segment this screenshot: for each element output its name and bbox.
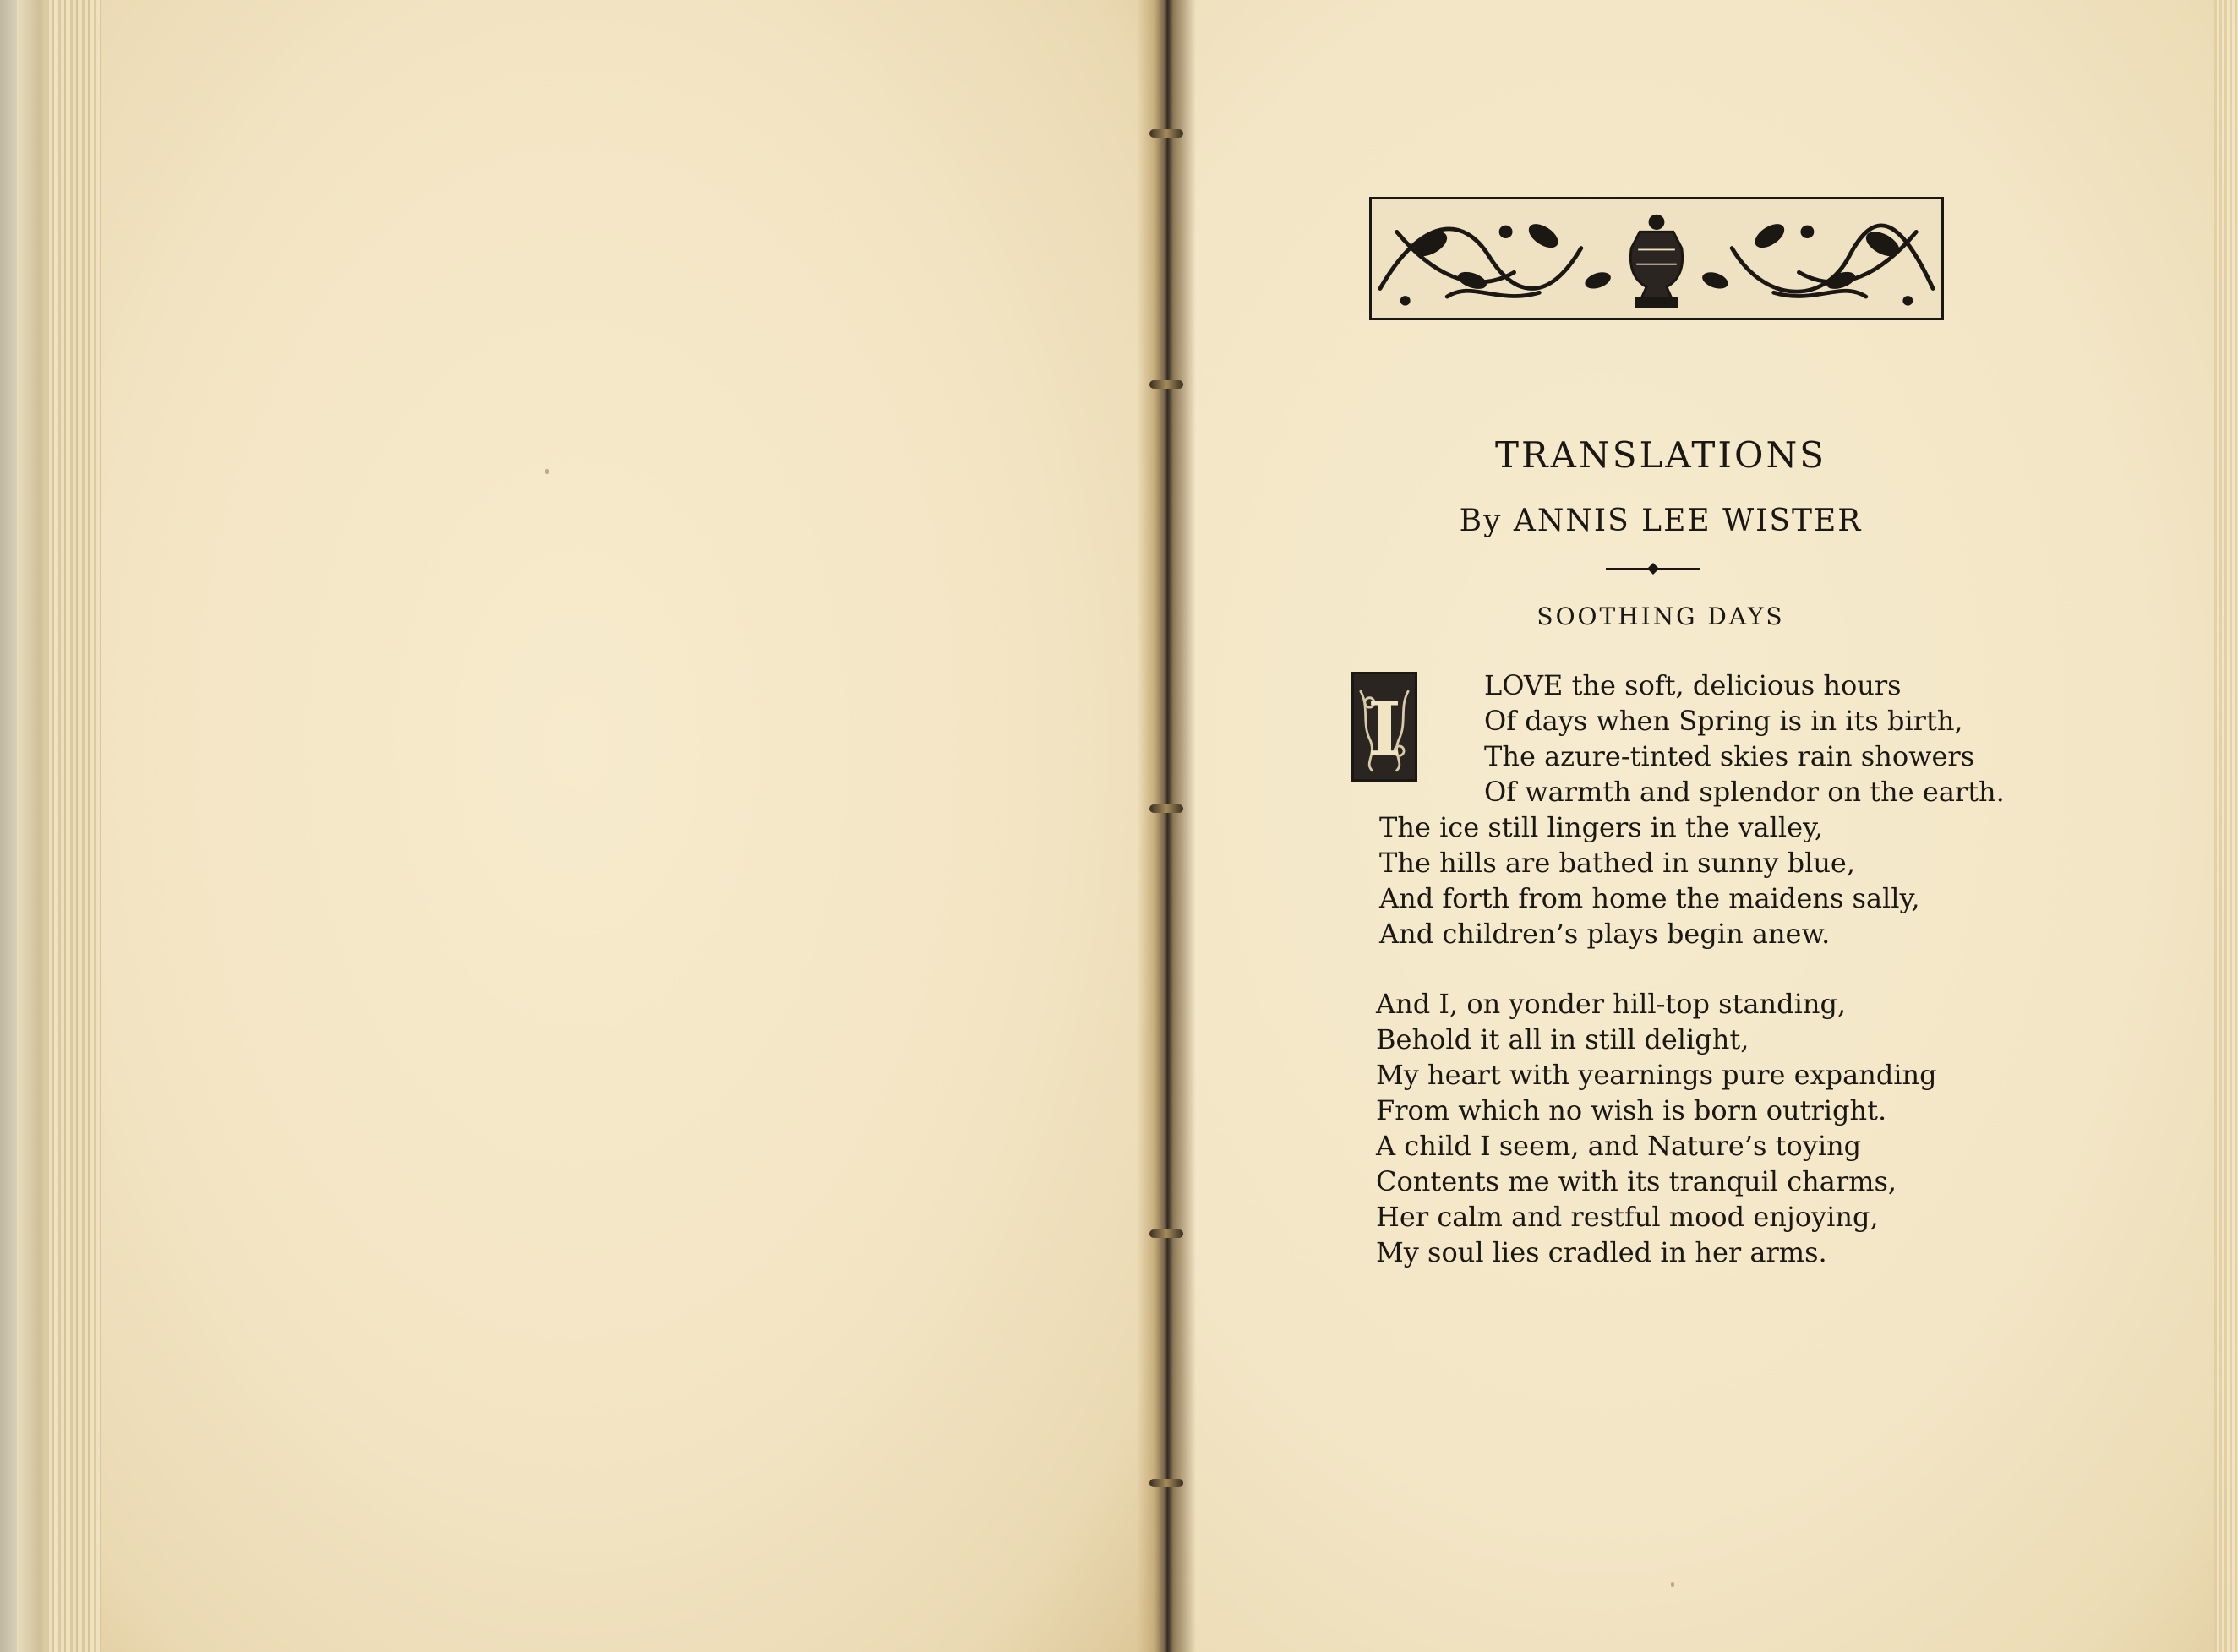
book-title: TRANSLATIONS <box>1495 434 1826 476</box>
binding-stitch <box>1149 1229 1183 1238</box>
paper-speck <box>545 469 549 474</box>
poem-line: And I, on yonder hill-top standing, <box>1376 988 1847 1020</box>
binding-stitch <box>1149 1479 1183 1487</box>
floral-ornament-icon <box>1372 199 1941 318</box>
poem-line: Her calm and restful mood enjoying, <box>1376 1201 1879 1233</box>
book-gutter <box>1137 0 1196 1652</box>
poem-line: A child I seem, and Nature’s toying <box>1376 1130 1862 1162</box>
author-byline <box>1183 504 2138 538</box>
poem-line: Of warmth and splendor on the earth. <box>1484 776 2005 808</box>
poem-line: My soul lies cradled in her arms. <box>1376 1236 1827 1268</box>
poem-line: And forth from home the maidens sally, <box>1379 882 1920 914</box>
author-name: ANNIS LEE WISTER <box>1513 504 1863 538</box>
paper-speck <box>1671 1582 1674 1587</box>
poem-line: The hills are bathed in sunny blue, <box>1379 847 1856 879</box>
binding-stitch <box>1149 804 1183 813</box>
poem-line: Contents me with its tranquil charms, <box>1376 1165 1897 1197</box>
left-page-blank <box>101 0 1158 1652</box>
page-edges-right <box>2214 0 2238 1652</box>
book-cover-edge <box>0 0 17 1652</box>
poem-line: And children’s plays begin anew. <box>1379 918 1831 950</box>
binding-stitch <box>1149 380 1183 389</box>
drop-cap-initial <box>1351 672 1417 782</box>
poem-line: My heart with yearnings pure expanding <box>1376 1059 1937 1091</box>
ornamental-header-band <box>1369 197 1944 320</box>
poem-line: The ice still lingers in the valley, <box>1379 811 1824 843</box>
byline-prefix: By <box>1459 504 1503 538</box>
poem-line: From which no wish is born outright. <box>1376 1094 1887 1126</box>
binding-stitch <box>1149 129 1183 138</box>
poem-title: SOOTHING DAYS <box>1537 602 1785 630</box>
drop-cap-letter: I <box>1367 686 1401 773</box>
diamond-rule-ornament <box>1606 562 1700 575</box>
poem-line: The azure-tinted skies rain showers <box>1484 740 1975 772</box>
poem-line: Of days when Spring is in its birth, <box>1484 705 1963 737</box>
poem-line: LOVE the soft, delicious hours <box>1484 669 1902 701</box>
poem-line: Behold it all in still delight, <box>1376 1023 1749 1055</box>
page-edges-left <box>46 0 106 1652</box>
